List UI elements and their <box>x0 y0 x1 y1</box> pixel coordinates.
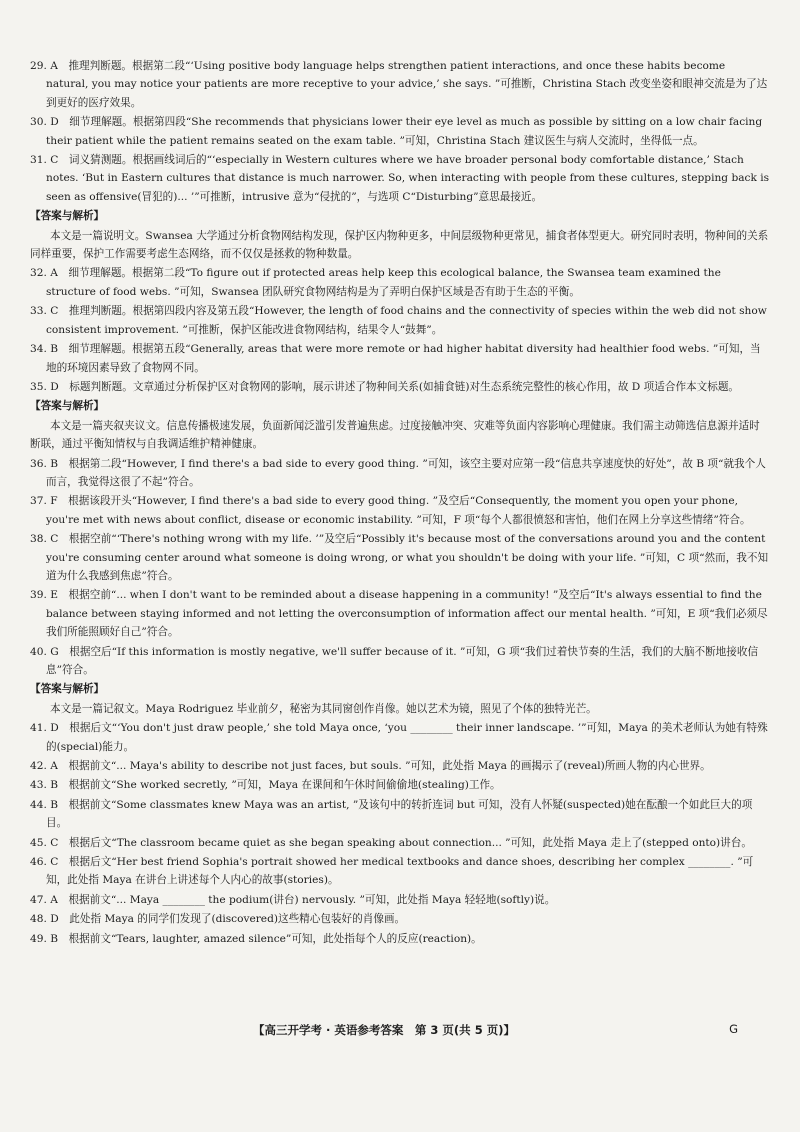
section-heading: 【答案与解析】 <box>30 210 105 223</box>
answer-item: 45. C 根据后文“The classroom became quiet as she began speaking about connection... ”可知，此处指 Maya 走上了(stepped onto)讲台。 <box>30 836 752 849</box>
answer-item: 46. C 根据后文“Her best friend Sophia's portrait showed her medical textbooks and dance shoes, describing her complex ________. ”可知，此处指 Maya 在讲台上讲述每个人内心的故事(stories)。 <box>30 856 754 887</box>
passage-summary: 本文是一篇说明文。Swansea 大学通过分析食物网结构发现，保护区内物种更多，中间层级物种更常见，捕食者体型更大。研究同时表明，物种间的关系同样重要，保护工作需要考虑生态网络，而不仅仅是拯救的物种数量。 <box>30 229 769 261</box>
answer-item: 48. D 此处指 Maya 的同学们发现了(discovered)这些精心包装好的肖像画。 <box>30 913 406 926</box>
answer-item: 32. A 细节理解题。根据第二段“To figure out if protected areas help keep this ecological balance, the Swansea team examined the structure of food webs. ”可知，Swansea 团队研究食物网结构是为了弄明白保护区域是否有助于生态的平衡。 <box>30 267 721 298</box>
answer-item: 29. A 推理判断题。根据第二段“‘Using positive body language helps strengthen patient interactions, and once these habits become natural, you may notice your patients are more receptive to your advice,’ she says. ”可推断，Christina Stach 改变坐姿和眼神交流是为了达到更好的医疗效果。 <box>30 60 768 109</box>
answer-item: 43. B 根据前文“She worked secretly, ”可知，Maya 在课间和午休时间偷偷地(stealing)工作。 <box>30 779 501 792</box>
answer-item: 39. E 根据空前“... when I don't want to be reminded about a disease happening in a community! ”及空后“It's always essential to find the balance between staying informed and not letting the overconsumption of information affect our mental health. ”可知，E 项“我们必须尽我们所能照顾好自己”符合。 <box>30 589 768 639</box>
page-footer: 【高三开学考 · 英语参考答案 第 3 页(共 5 页)】 <box>253 1023 515 1037</box>
answer-item: 36. B 根据第二段“However, I find there's a bad side to every good thing. ”可知，该空主要对应第一段“信息共享速度快的好处”，故 B 项“就我个人而言，我觉得这很了不起”符合。 <box>30 457 766 488</box>
answer-item: 35. D 标题判断题。文章通过分析保护区对食物网的影响，展示讲述了物种间关系(如捕食链)对生态系统完整性的核心作用，故 D 项适合作本文标题。 <box>30 380 740 393</box>
answer-item: 40. G 根据空后“If this information is mostly negative, we'll suffer because of it. ”可知，G 项“我们过着快节奏的生活，我们的大脑不断地接收信息”符合。 <box>30 645 759 676</box>
section-heading: 【答案与解析】 <box>30 400 105 413</box>
answer-item: 49. B 根据前文“Tears, laughter, amazed silence”可知，此处指每个人的反应(reaction)。 <box>30 932 482 945</box>
answer-item: 41. D 根据后文“‘You don't just draw people,’ she told Maya once, ‘you ________ their inner landscape. ’”可知，Maya 的美术老师认为她有特殊的(special)能力。 <box>30 722 768 753</box>
passage-summary: 本文是一篇记叙文。Maya Rodriguez 毕业前夕，秘密为其同窗创作肖像。她以艺术为镜，照见了个体的独特光芒。 <box>50 702 597 715</box>
answer-item: 44. B 根据前文“Some classmates knew Maya was an artist, ”及该句中的转折连词 but 可知，没有人怀疑(suspected)她在酝酿一个如此巨大的项目。 <box>30 798 753 830</box>
answer-item: 38. C 根据空前“‘There's nothing wrong with my life. ’”及空后“Possibly it's because most of the conversations around you and the content you're consuming center around what someone is doing wrong, or what you shouldn't be doing with your life. ”可知，C 项“然而，我不知道为什么我感到焦虑”符合。 <box>30 533 769 582</box>
passage-summary: 本文是一篇夹叙夹议文。信息传播极速发展，负面新闻泛滥引发普遍焦虑。过度接触冲突、灾难等负面内容影响心理健康。我们需主动筛选信息源并适时断联，通过平衡知情权与自我调适维护精神健康。 <box>30 419 760 451</box>
answer-item: 42. A 根据前文“... Maya's ability to describe not just faces, but souls. ”可知，此处指 Maya 的画揭示了(reveal)所画人物的内心世界。 <box>30 760 711 773</box>
answer-item: 33. C 推理判断题。根据第四段内容及第五段“However, the length of food chains and the connectivity of species within the web did not show consistent improvement. ”可推断，保护区能改进食物网结构，结果令人“鼓舞”。 <box>30 305 767 336</box>
answer-item: 34. B 细节理解题。根据第五段“Generally, areas that were more remote or had higher habitat diversity had healthier food webs. ”可知，当地的环境因素导致了食物网不同。 <box>30 343 761 374</box>
answer-item: 30. D 细节理解题。根据第四段“She recommends that physicians lower their eye level as much as possible by sitting on a low chair facing their patient while the patient remains seated on the exam table. ”可知，Christina Stach 建议医生与病人交流时，坐得低一点。 <box>30 116 763 147</box>
answer-item: 37. F 根据该段开头“However, I find there's a bad side to every good thing. ”及空后“Consequently, the moment you open your phone, you're met with news about conflict, disease or economic instability. ”可知，F 项“每个人都很愤怒和害怕，他们在网上分享这些情绪”符合。 <box>30 495 751 526</box>
section-heading: 【答案与解析】 <box>30 683 105 696</box>
paper-code: G <box>729 1022 738 1036</box>
answer-content <box>30 57 770 948</box>
answer-item: 47. A 根据前文“... Maya ________ the podium(讲台) nervously. ”可知，此处指 Maya 轻轻地(softly)说。 <box>30 893 556 906</box>
answer-item: 31. C 词义猜测题。根据画线词后的“‘especially in Western cultures where we have broader personal body comfortable distance,’ Stach notes. ‘But in Eastern cultures that distance is much narrower. So, when interacting with people from these cultures, stepping back is seen as offensive(冒犯的)... ’”可推断，intrusive 意为“侵扰的”，与选项 C“Disturbing”意思最接近。 <box>30 154 770 203</box>
